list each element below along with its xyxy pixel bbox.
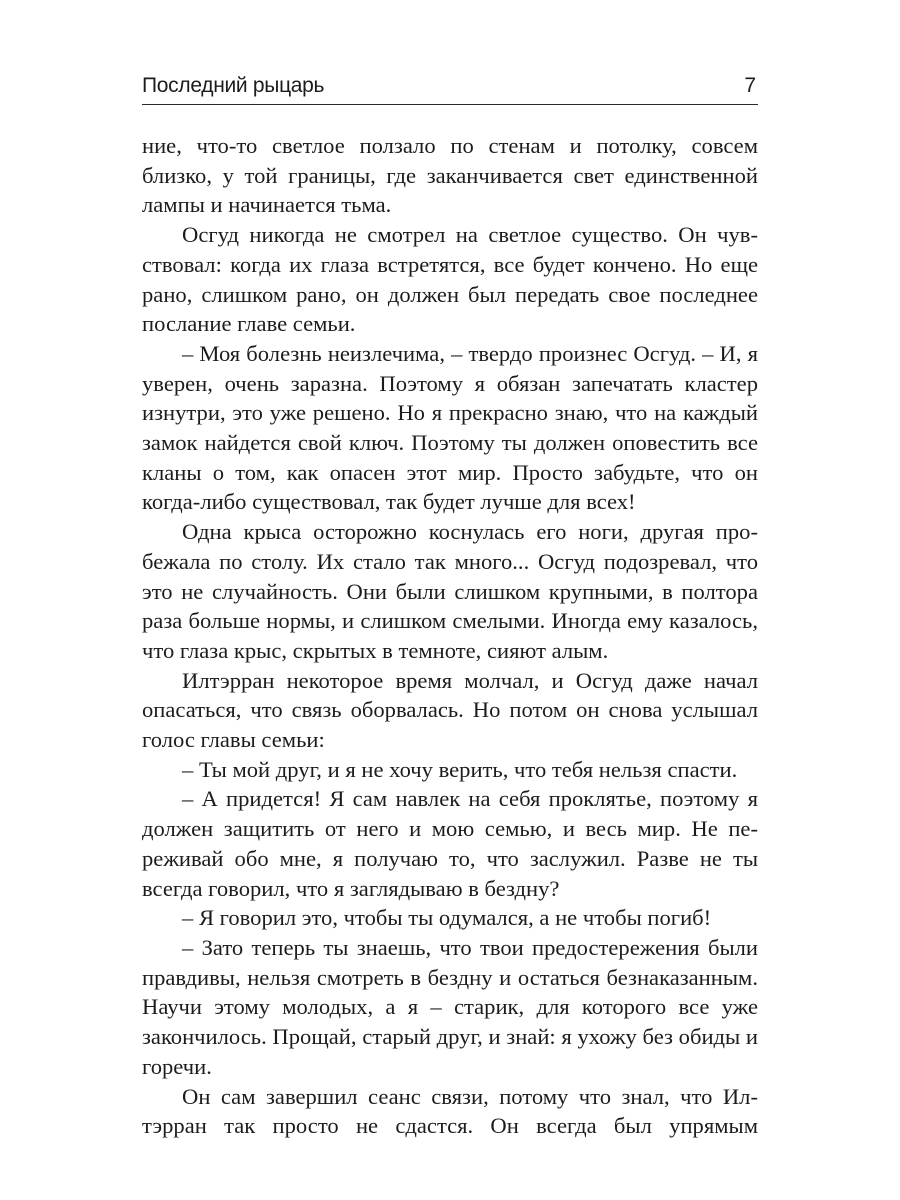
paragraph: – Я говорил это, чтобы ты одумался, а не чтобы погиб! [182, 905, 712, 931]
paragraph: – Зато теперь ты знаешь, что твои предостережения были правдивы, нельзя смотреть в бездну и остаться безнаказанным. Научи этому молодых, а я – старик, для которого все уже закончилось. Прощай, старый друг, и знай: я ухожу без обиды и горечи. [142, 934, 758, 1079]
paragraph: – Моя болезнь неизлечима, – твердо произнес Осгуд. – И, я уверен, очень заразна. Поэтому я обязан запечатать кластер изнутри, это уже решено. Но я прекрасно знаю, что на каждый замок найдется свой ключ. Поэтому ты должен оповестить все кланы о том, как опасен этот мир. Просто забудьте, что он когда-либо существовал, так будет лучше для всех! [142, 340, 758, 515]
paragraph: Он сам завершил сеанс связи, потому что знал, что Илтэрран так просто не сдастся. Он всегда был упрямым [142, 1083, 758, 1139]
chapter-title: Последний рыцарь [142, 74, 325, 97]
paragraph: Одна крыса осторожно коснулась его ноги, другая пробежала по столу. Их стало так много... Осгуд подозревал, что это не случайность. Они были слишком крупными, в полтора раза больше нормы, и слишком смелыми. Иногда ему казалось, что глаза крыс, скрытых в темноте, сияют алым. [142, 519, 758, 663]
paragraph: Осгуд никогда не смотрел на светлое существо. Он чувствовал: когда их глаза встретятся, все будет кончено. Но еще рано, слишком рано, он должен был передать свое последнее послание главе семьи. [142, 222, 758, 337]
page-number: 7 [744, 74, 756, 97]
paragraph: – Ты мой друг, и я не хочу верить, что тебя нельзя спасти. [182, 756, 738, 782]
paragraph: Илтэрран некоторое время молчал, и Осгуд даже начал опасаться, что связь оборвалась. Но потом он снова услышал голос главы семьи: [142, 667, 758, 753]
body-text [142, 131, 758, 1141]
running-head [142, 72, 758, 105]
paragraph: – А придется! Я сам навлек на себя проклятье, поэтому я должен защитить от него и мою семью, и весь мир. Не переживай обо мне, я получаю то, что заслужил. Разве не ты всегда говорил, что я заглядываю в бездну? [142, 786, 758, 901]
paragraph: ние, что-то светлое ползало по стенам и потолку, совсем близко, у той границы, где заканчивается свет единственной лампы и начинается тьма. [142, 133, 758, 218]
